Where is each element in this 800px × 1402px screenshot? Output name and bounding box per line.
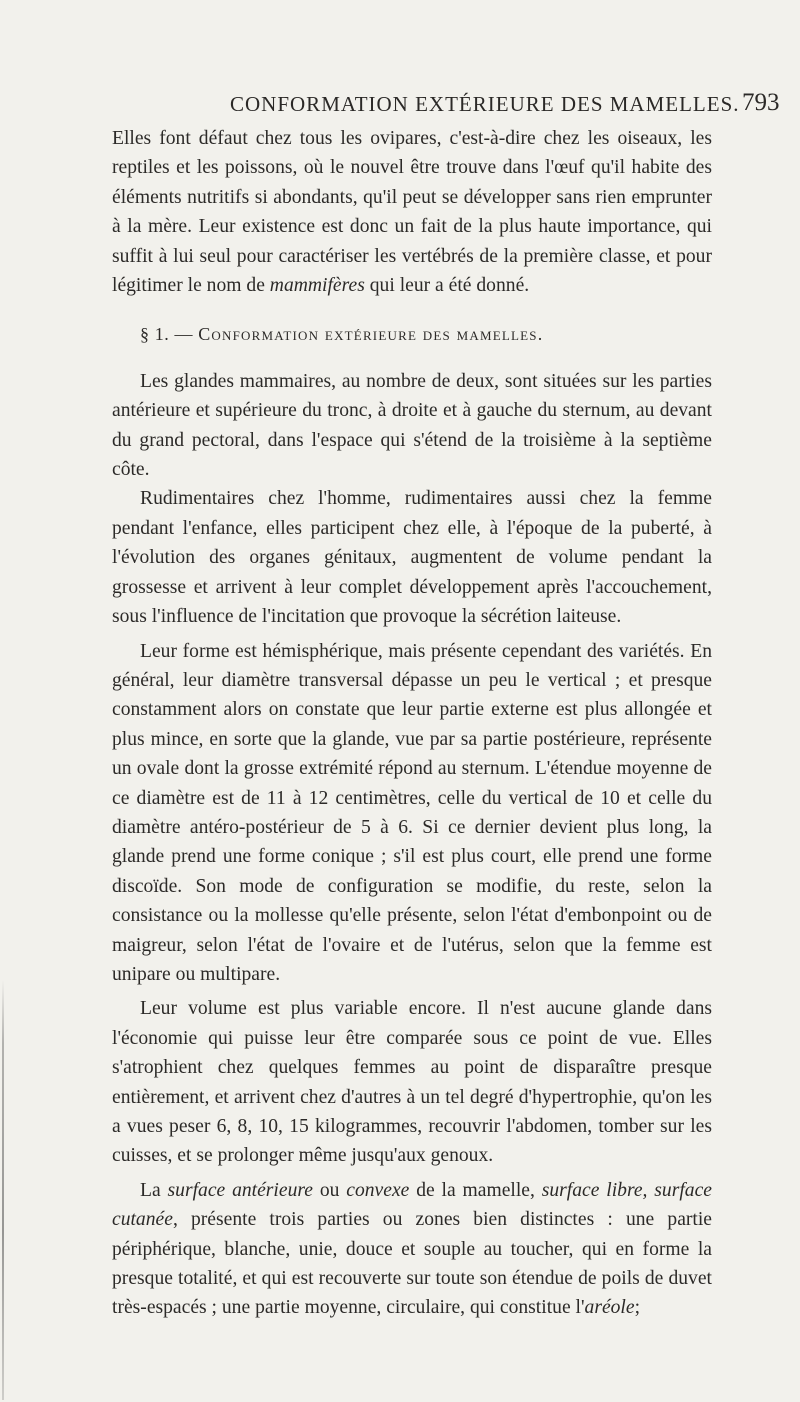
section-prefix: § 1. —	[140, 324, 199, 345]
p6-b: ou	[312, 1179, 347, 1201]
paragraph-4: Leur forme est hémisphérique, mais présente cependant des variétés. En général, leur diamètre transversal dépasse un peu le vertical ; et presque constamment alors on constate que leur partie externe est plus allongée et plus mince, en sorte que la glande, vue par sa partie postérieure, représente un ovale dont la grosse extrémité répond au sternum. L'étendue moyenne de ce diamètre est de 11 à 12 centimètres, celle du vertical de 10 et celle du diamètre antéro-postérieur de 5 à 6. Si ce dernier devient plus long, la glande prend une forme conique ; s'il est plus court, elle prend une forme discoïde. Son mode de configuration se modifie, du reste, selon la consistance ou la mollesse qu'elle présente, selon l'état d'embonpoint ou de maigreur, selon l'état de l'ovaire et de l'utérus, selon que la femme est unipare ou multipare.	[112, 640, 712, 985]
paragraph-1	[112, 124, 712, 300]
p6-e: ;	[634, 1297, 641, 1319]
page-number: 793	[742, 89, 780, 116]
running-head: CONFORMATION EXTÉRIEURE DES MAMELLES.	[230, 92, 740, 116]
paragraph-1-text: Elles font défaut chez tous les ovipares, c'est-à-dire chez les oiseaux, les reptiles et les poissons, où le nouvel être trouve dans l'œuf qu'il habite des éléments nutritifs si abondants, qu'il peut se développer sans rien emprunter à la mère. Leur existence est donc un fait de la plus haute importance, qui suffit à lui seul pour caractériser les vertébrés de la première classe, et pour légitimer le nom de	[112, 128, 712, 297]
paragraph-5: Leur volume est plus variable encore. Il n'est aucune glande dans l'économie qui puisse leur être comparée sous ce point de vue. Elles s'atrophient chez quelques femmes au point de disparaître presque entièrement, et arrivent chez d'autres à un tel degré d'hypertrophie, qu'on les a vues peser 6, 8, 10, 15 kilogrammes, recouvrir l'abdomen, tomber sur les cuisses, et se prolonger même jusqu'aux genoux.	[112, 998, 712, 1167]
p6-c: de la mamelle,	[409, 1179, 542, 1201]
paragraph-2: Les glandes mammaires, au nombre de deux, sont situées sur les parties antérieure et supérieure du tronc, à droite et à gauche du sternum, au devant du grand pectoral, dans l'espace qui s'étend de la troisième à la septième côte.	[112, 370, 712, 481]
section-heading	[112, 320, 712, 349]
paragraph-1-end: qui leur a été donné.	[364, 275, 530, 297]
p6-italic-3: surface libre, surface cutanée	[112, 1179, 712, 1231]
p6-italic-4: aréole	[584, 1297, 635, 1319]
body-text	[112, 124, 712, 1323]
p6-italic-2: convexe	[346, 1179, 410, 1201]
scan-margin-shadow	[2, 980, 4, 1400]
p6-a: La	[140, 1179, 168, 1201]
paragraph-6	[112, 1176, 712, 1323]
paragraph-3: Rudimentaires chez l'homme, rudimentaires aussi chez la femme pendant l'enfance, elles participent chez elle, à l'époque de la puberté, à l'évolution des organes génitaux, augmentent de volume pendant la grossesse et arrivent à leur complet développement après l'accouchement, sous l'influence de l'incitation que provoque la sécrétion laiteuse.	[112, 488, 712, 628]
section-title: Conformation extérieure des mamelles.	[198, 324, 544, 345]
paragraph-1-italic: mammifères	[269, 275, 365, 297]
p6-italic-1: surface antérieure	[167, 1179, 313, 1201]
p6-d: , présente trois parties ou zones bien distinctes : une partie périphérique, blanche, unie, douce et souple au toucher, qui en forme la presque totalité, et qui est recouverte sur toute son étendue de poils de duvet très-espacés ; une partie moyenne, circulaire, qui constitue l'	[112, 1209, 712, 1319]
